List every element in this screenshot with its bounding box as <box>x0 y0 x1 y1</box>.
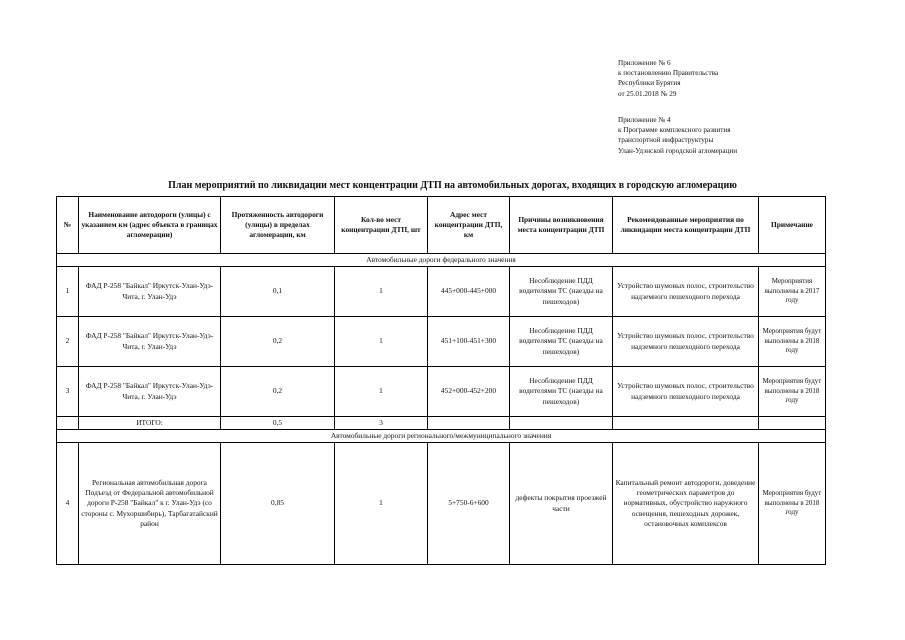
col-measures-header: Рекомендованные мероприятия по ликвидации места концентрации ДТП <box>613 197 759 254</box>
col-cause-header: Причины возникновения места концентрации ДТП <box>510 197 613 254</box>
table-row <box>57 317 826 367</box>
appendix-6-header <box>618 58 718 99</box>
cell-measures: Устройство шумовых полос, строительство надземного пешеходного перехода <box>613 367 759 417</box>
col-count-header: Кол-во мест концентрации ДТП, шт <box>335 197 428 254</box>
cell-address: 445+000-445+000 <box>428 267 510 317</box>
header-line: к постановлению Правительства <box>618 69 719 78</box>
cell-cause: Несоблюдение ПДД водителями ТС (наезды на пешеходов) <box>510 367 613 417</box>
section-row-regional <box>57 430 826 443</box>
cell-length: 0,2 <box>221 367 335 417</box>
document-title: План мероприятий по ликвидации мест концентрации ДТП на автомобильных дорогах, входящих в городскую агломерацию <box>168 180 737 191</box>
cell-length: 0,85 <box>221 443 335 565</box>
cell-cause: Несоблюдение ПДД водителями ТС (наезды на пешеходов) <box>510 317 613 367</box>
cell-count: 1 <box>335 267 428 317</box>
cell-address: 451+100-451+300 <box>428 317 510 367</box>
header-line: Улан-Удэнской городской агломерации <box>618 146 738 155</box>
measures-table <box>56 196 826 565</box>
cell-address: 452+000-452+200 <box>428 367 510 417</box>
table-header-row <box>57 197 826 254</box>
col-length-header: Протяженность автодороги (улицы) в пределах агломерации, км <box>221 197 335 254</box>
header-line: Приложение № 6 <box>618 59 671 67</box>
cell-count: 1 <box>335 443 428 565</box>
cell-measures: Устройство шумовых полос, строительство надземного пешеходного перехода <box>613 317 759 367</box>
cell-empty <box>613 417 759 430</box>
section-label: Автомобильные дороги регионального/межмуниципального значения <box>57 430 826 443</box>
appendix-4-header <box>618 115 737 156</box>
cell-note: Мероприятия будут выполнены в 2018 году <box>759 317 826 367</box>
cell-cause: дефекты покрытия проезжей части <box>510 443 613 565</box>
cell-empty <box>57 417 79 430</box>
cell-number: 1 <box>57 267 79 317</box>
cell-empty <box>428 417 510 430</box>
cell-note: Мероприятия выполнены в 2017 году <box>759 267 826 317</box>
header-line: от 25.01.2018 № 29 <box>618 89 677 98</box>
cell-length: 0,2 <box>221 317 335 367</box>
col-number-header: № <box>57 197 79 254</box>
cell-road: ФАД Р-258 "Байкал" Иркутск-Улан-Удэ- Чита, г. Улан-Удэ <box>79 267 221 317</box>
total-label: ИТОГО: <box>79 417 221 430</box>
col-note-header: Примечание <box>759 197 826 254</box>
section-label: Автомобильные дороги федерального значения <box>57 254 826 267</box>
cell-count: 1 <box>335 367 428 417</box>
cell-cause: Несоблюдение ПДД водителями ТС (наезды на пешеходов) <box>510 267 613 317</box>
cell-road: ФАД Р-258 "Байкал" Иркутск-Улан-Удэ- Чита, г. Улан-Удэ <box>79 367 221 417</box>
cell-note: Мероприятия будут выполнены в 2018 году <box>759 367 826 417</box>
cell-empty <box>759 417 826 430</box>
cell-number: 2 <box>57 317 79 367</box>
total-count: 3 <box>335 417 428 430</box>
cell-note: Мероприятия будут выполнены в 2018 году <box>759 443 826 565</box>
section-row-federal <box>57 254 826 267</box>
header-line: Приложение № 4 <box>618 116 671 124</box>
total-row <box>57 417 826 430</box>
table-row <box>57 367 826 417</box>
cell-address: 5+750-6+600 <box>428 443 510 565</box>
cell-measures: Устройство шумовых полос, строительство надземного пешеходного перехода <box>613 267 759 317</box>
col-address-header: Адрес мест концентрации ДТП, км <box>428 197 510 254</box>
header-line: транспортной инфраструктуры <box>618 136 714 145</box>
cell-road: Региональная автомобильная дорога Подъезд от Федеральной автомобильной дороги Р-258 "Байкал" к г. Улан-Удэ (со стороны с. Мухоршибирь), Тарбагатайский район <box>79 443 221 565</box>
cell-length: 0,1 <box>221 267 335 317</box>
table-row <box>57 267 826 317</box>
col-road-header: Наименование автодороги (улицы) с указанием км (адрес объекта в границах агломерации) <box>79 197 221 254</box>
cell-measures: Капитальный ремонт автодороги, доведение геометрических параметров до нормативных, обустройство наружного освещения, пешеходных дорожек, остановочных комплексов <box>613 443 759 565</box>
cell-number: 4 <box>57 443 79 565</box>
total-length: 0,5 <box>221 417 335 430</box>
header-line: к Программе комплексного развития <box>618 126 731 135</box>
cell-road: ФАД Р-258 "Байкал" Иркутск-Улан-Удэ- Чита, г. Улан-Удэ <box>79 317 221 367</box>
cell-count: 1 <box>335 317 428 367</box>
cell-empty <box>510 417 613 430</box>
header-line: Республики Бурятия <box>618 79 681 88</box>
cell-number: 3 <box>57 367 79 417</box>
table-row <box>57 443 826 565</box>
